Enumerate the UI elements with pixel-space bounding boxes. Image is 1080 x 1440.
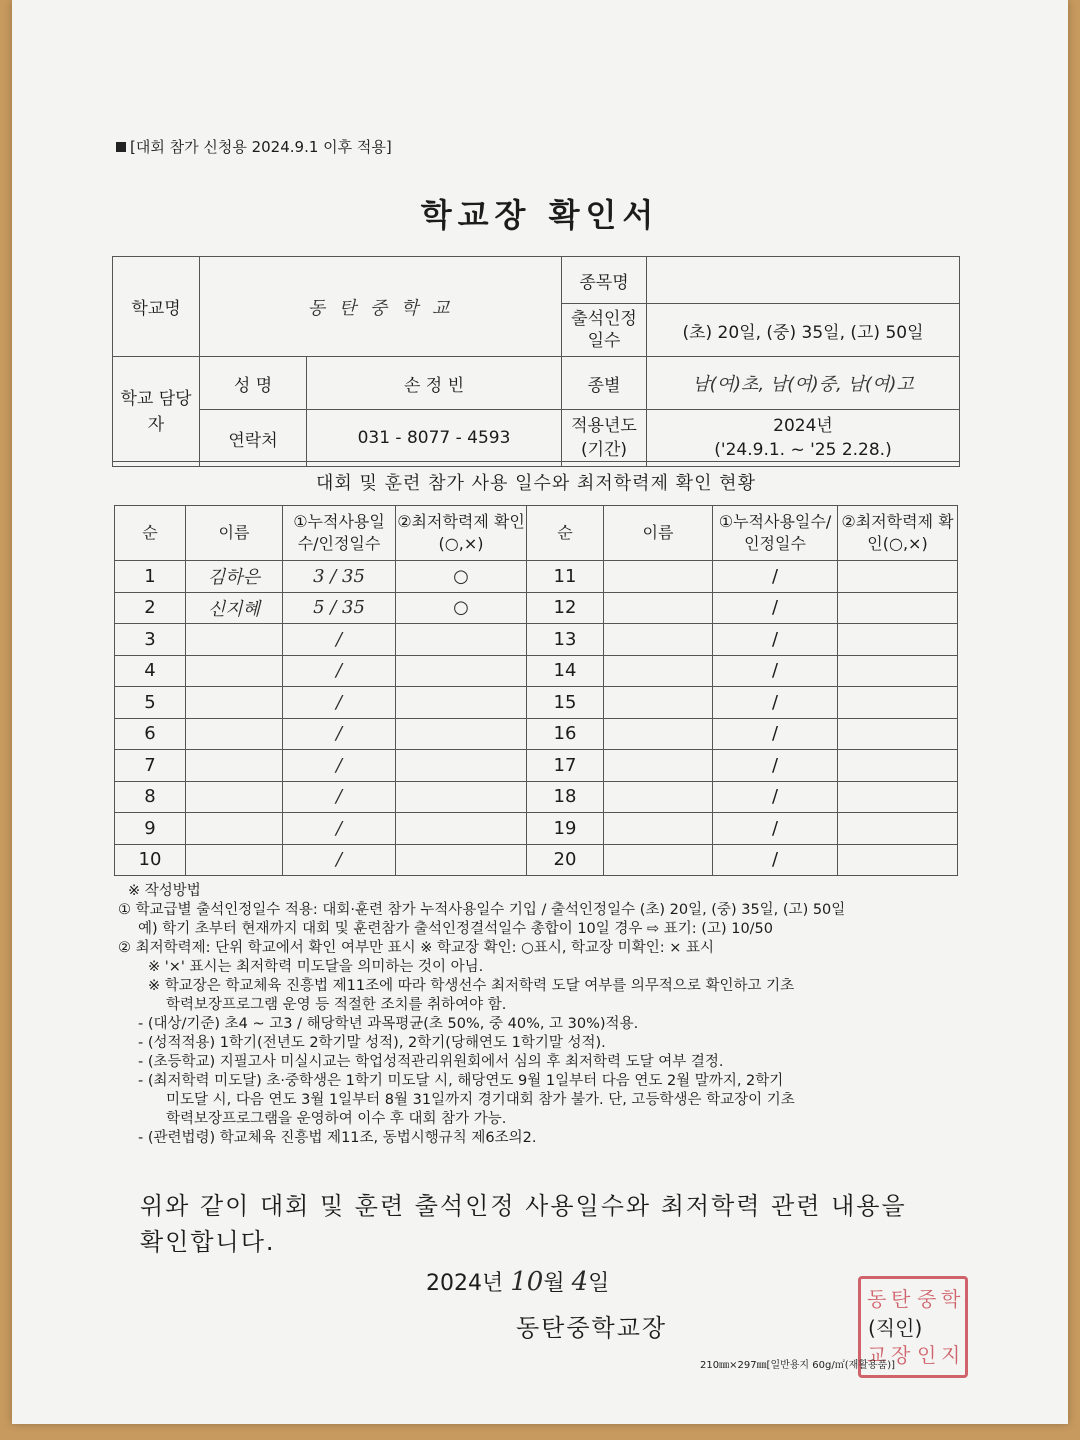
row-name: 신지혜	[186, 592, 283, 624]
row-grade: ○	[396, 561, 527, 593]
row-days: /	[283, 718, 396, 750]
row-name	[604, 687, 713, 719]
row-grade	[396, 844, 527, 876]
event-label: 종목명	[562, 257, 647, 304]
header-note-text: [대회 참가 신청용 2024.9.1 이후 적용]	[130, 138, 392, 156]
row-name	[186, 655, 283, 687]
row-days: /	[713, 718, 838, 750]
row-grade	[838, 813, 958, 845]
row-grade	[838, 844, 958, 876]
seal-glyph: 장	[891, 1343, 911, 1367]
col-no-2: 순	[527, 506, 604, 561]
table-row	[115, 781, 958, 813]
gender-label: 종별	[562, 357, 647, 410]
row-name	[186, 750, 283, 782]
name-value: 손 정 빈	[307, 357, 562, 410]
table-row	[115, 813, 958, 845]
row-grade	[838, 687, 958, 719]
row-no: 2	[115, 592, 186, 624]
row-grade	[396, 750, 527, 782]
seal-glyph: 중	[917, 1287, 937, 1311]
row-days: /	[713, 592, 838, 624]
row-days: /	[713, 561, 838, 593]
col-name: 이름	[186, 506, 283, 561]
note-line: ② 최저학력제: 단위 학교에서 확인 여부만 표시 ※ 학교장 확인: ○표시, 학교장 미확인: × 표시	[118, 940, 714, 956]
participation-table	[114, 505, 958, 876]
gender-value: 남(여)초, 남(여)중, 남(여)고	[647, 357, 960, 410]
note-line: - (최저학력 미도달) 초·중학생은 1학기 미도달 시, 해당연도 9월 1일부터 다음 연도 2월 말까지, 2학기	[138, 1073, 784, 1089]
row-grade: ○	[396, 592, 527, 624]
date-month: 10	[510, 1267, 544, 1297]
row-days: /	[713, 624, 838, 656]
row-no: 8	[115, 781, 186, 813]
school-label: 학교명	[113, 257, 200, 357]
note-line: ※ 학교장은 학교체육 진흥법 제11조에 따라 학생선수 최저학력 도달 여부를 의무적으로 확인하고 기초	[148, 978, 795, 994]
col-grade: ②최저학력제 확인(○,×)	[396, 506, 527, 561]
row-no: 15	[527, 687, 604, 719]
row-grade	[396, 655, 527, 687]
row-grade	[838, 781, 958, 813]
row-name	[604, 624, 713, 656]
table-row	[115, 718, 958, 750]
seal-glyph: 지	[941, 1343, 961, 1367]
note-line: ① 학교급별 출석인정일수 적용: 대회·훈련 참가 누적사용일수 기입 / 출석인정일수 (초) 20일, (중) 35일, (고) 50일	[118, 902, 846, 918]
row-days: /	[713, 655, 838, 687]
row-grade	[396, 687, 527, 719]
attend-value: (초) 20일, (중) 35일, (고) 50일	[647, 304, 960, 357]
note-line: - (대상/기준) 초4 ~ 고3 / 해당학년 과목평균(초 50%, 중 40%, 고 30%)적용.	[138, 1016, 639, 1032]
row-days: /	[713, 687, 838, 719]
row-grade	[838, 655, 958, 687]
row-days: 5 / 35	[283, 592, 396, 624]
event-value	[647, 257, 960, 304]
row-days: /	[283, 781, 396, 813]
row-no: 13	[527, 624, 604, 656]
year-period: ('24.9.1. ~ '25 2.28.)	[714, 440, 892, 460]
row-no: 16	[527, 718, 604, 750]
row-name	[604, 561, 713, 593]
col-days-2: ①누적사용일수/인정일수	[713, 506, 838, 561]
row-no: 18	[527, 781, 604, 813]
row-grade	[838, 592, 958, 624]
section-title: 대회 및 훈련 참가 사용 일수와 최저학력제 확인 현황	[112, 461, 960, 506]
row-name	[186, 813, 283, 845]
row-no: 3	[115, 624, 186, 656]
col-grade-2: ②최저학력제 확인(○,×)	[838, 506, 958, 561]
row-grade	[396, 718, 527, 750]
row-days: /	[283, 813, 396, 845]
table-row	[115, 687, 958, 719]
row-name	[604, 781, 713, 813]
date	[426, 1266, 609, 1297]
row-no: 11	[527, 561, 604, 593]
row-name	[604, 655, 713, 687]
table-row	[115, 592, 958, 624]
row-name	[186, 687, 283, 719]
row-name	[604, 718, 713, 750]
row-days: /	[713, 750, 838, 782]
note-line: - (초등학교) 지필고사 미실시교는 학업성적관리위원회에서 심의 후 최저학력 도달 여부 결정.	[138, 1054, 724, 1070]
table-row	[115, 561, 958, 593]
page-title: 학교장 확인서	[420, 196, 660, 234]
col-name-2: 이름	[604, 506, 713, 561]
date-year: 2024년	[426, 1271, 504, 1296]
row-no: 1	[115, 561, 186, 593]
paper-spec: 210㎜×297㎜[일반용지 60g/㎡(재활용품)]	[700, 1360, 896, 1371]
row-name	[604, 844, 713, 876]
square-bullet-icon	[116, 142, 126, 152]
contact-label: 연락처	[200, 410, 307, 467]
row-grade	[838, 718, 958, 750]
row-name	[604, 592, 713, 624]
year-text: 2024년	[773, 416, 833, 436]
seal-glyph: 인	[917, 1343, 937, 1367]
header-note	[116, 136, 392, 157]
row-no: 14	[527, 655, 604, 687]
row-no: 9	[115, 813, 186, 845]
col-no: 순	[115, 506, 186, 561]
info-table	[112, 256, 960, 467]
table-row	[115, 844, 958, 876]
col-days: ①누적사용일수/인정일수	[283, 506, 396, 561]
row-grade	[838, 750, 958, 782]
row-grade	[396, 781, 527, 813]
row-name	[604, 750, 713, 782]
note-line: ※ '×' 표시는 최저학력 미도달을 의미하는 것이 아님.	[148, 959, 484, 975]
row-name	[186, 624, 283, 656]
row-no: 4	[115, 655, 186, 687]
year-value	[647, 410, 960, 467]
notes	[118, 882, 958, 1148]
row-no: 6	[115, 718, 186, 750]
note-line: - (관련법령) 학교체육 진흥법 제11조, 동법시행규칙 제6조의2.	[138, 1130, 537, 1146]
row-no: 10	[115, 844, 186, 876]
table-row	[115, 750, 958, 782]
row-days: /	[713, 781, 838, 813]
date-month-unit: 월	[543, 1271, 565, 1296]
year-label: 적용년도 (기간)	[562, 410, 647, 467]
note-line: 미도달 시, 다음 연도 3월 1일부터 8월 31일까지 경기대회 참가 불가. 단, 고등학생은 학교장이 기초	[166, 1092, 795, 1108]
name-label: 성 명	[200, 357, 307, 410]
contact-value: 031 - 8077 - 4593	[307, 410, 562, 467]
seal-glyph: 탄	[891, 1287, 911, 1311]
seal-glyph: 동	[867, 1287, 887, 1311]
row-name	[604, 813, 713, 845]
staff-label: 학교 담당자	[113, 357, 200, 467]
note-line: 학력보장프로그램을 운영하여 이수 후 대회 참가 가능.	[166, 1111, 507, 1127]
row-days: /	[283, 655, 396, 687]
note-line: - (성적적용) 1학기(전년도 2학기말 성적), 2학기(당해연도 1학기말 성적).	[138, 1035, 606, 1051]
row-grade	[396, 624, 527, 656]
seal-glyph: 교	[867, 1343, 887, 1367]
row-grade	[396, 813, 527, 845]
row-name	[186, 781, 283, 813]
table-header-row	[115, 506, 958, 561]
row-no: 5	[115, 687, 186, 719]
row-name	[186, 718, 283, 750]
note-line: ※ 작성방법	[128, 883, 201, 899]
row-grade	[838, 561, 958, 593]
row-no: 17	[527, 750, 604, 782]
row-grade	[838, 624, 958, 656]
date-day: 4	[571, 1267, 589, 1297]
note-line: 학력보장프로그램 운영 등 적절한 조치를 취하여야 함.	[166, 997, 507, 1013]
confirm-text: 위와 같이 대회 및 훈련 출석인정 사용일수와 최저학력 관련 내용을 확인합니다.	[140, 1192, 907, 1256]
principal-name: 동탄중학교장	[516, 1314, 668, 1342]
seal-glyph: 학	[941, 1287, 961, 1311]
row-days: /	[713, 813, 838, 845]
row-days: 3 / 35	[283, 561, 396, 593]
row-no: 12	[527, 592, 604, 624]
seal-label: (직인)	[868, 1316, 923, 1340]
row-days: /	[283, 624, 396, 656]
row-no: 19	[527, 813, 604, 845]
row-name: 김하은	[186, 561, 283, 593]
table-row	[115, 624, 958, 656]
school-value: 동 탄 중 학 교	[200, 257, 562, 357]
row-days: /	[283, 750, 396, 782]
row-no: 7	[115, 750, 186, 782]
row-no: 20	[527, 844, 604, 876]
note-line: 예) 학기 초부터 현재까지 대회 및 훈련참가 출석인정결석일수 총합이 10일 경우 ⇨ 표기: (고) 10/50	[138, 921, 774, 937]
row-days: /	[713, 844, 838, 876]
attend-label: 출석인정 일수	[562, 304, 647, 357]
row-days: /	[283, 687, 396, 719]
row-name	[186, 844, 283, 876]
row-days: /	[283, 844, 396, 876]
date-day-unit: 일	[588, 1271, 610, 1296]
table-row	[115, 655, 958, 687]
